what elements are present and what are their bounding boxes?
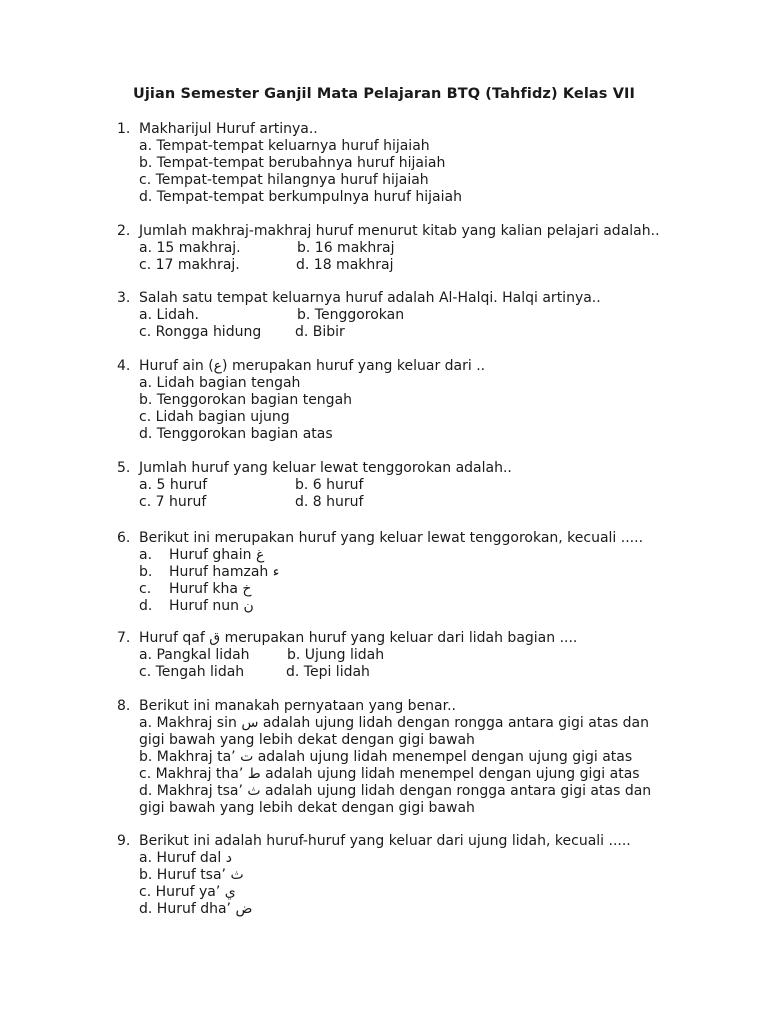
option-text: Huruf kha خ — [169, 581, 252, 597]
exam-title: Ujian Semester Ganjil Mata Pelajaran BTQ (Tahfidz) Kelas VII — [132, 86, 635, 102]
option-c — [139, 581, 677, 598]
option-a: a. 15 makhraj. — [139, 240, 241, 256]
question-number: 3. — [117, 290, 131, 306]
option-b: b. Makhraj ta’ ت adalah ujung lidah menempel dengan ujung gigi atas — [139, 749, 633, 765]
option-b: b. Huruf tsa’ ث — [139, 867, 244, 883]
option-text: Huruf nun ن — [169, 598, 254, 614]
option-d: d. Tepi lidah — [286, 664, 370, 680]
option-label: b. — [139, 564, 153, 580]
question-stem: Huruf qaf ق merupakan huruf yang keluar dari lidah bagian .... — [139, 630, 578, 646]
option-b: b. Ujung lidah — [287, 647, 385, 663]
option-a: a. Pangkal lidah — [139, 647, 250, 663]
question-number: 5. — [117, 460, 131, 476]
option-a: a. 5 huruf — [139, 477, 208, 493]
option-a: a. Lidah bagian tengah — [139, 375, 301, 391]
option-d: d. Bibir — [295, 324, 345, 340]
option-b: b. 16 makhraj — [297, 240, 395, 256]
option-label: a. — [139, 547, 153, 563]
option-d: d. Tenggorokan bagian atas — [139, 426, 333, 442]
question-9 — [117, 833, 677, 918]
question-stem: Salah satu tempat keluarnya huruf adalah Al-Halqi. Halqi artinya.. — [139, 290, 601, 306]
option-c: c. Rongga hidung — [139, 324, 262, 340]
option-text: Huruf ghain غ — [169, 547, 265, 563]
question-1 — [117, 121, 677, 206]
option-c: c. Huruf ya’ ي — [139, 884, 236, 900]
question-stem: Jumlah makhraj-makhraj huruf menurut kitab yang kalian pelajari adalah.. — [139, 223, 660, 239]
question-stem: Jumlah huruf yang keluar lewat tenggorokan adalah.. — [139, 460, 512, 476]
option-d — [139, 598, 677, 615]
option-d: d. 8 huruf — [295, 494, 364, 510]
option-c: c. Tengah lidah — [139, 664, 245, 680]
option-b: b. Tempat-tempat berubahnya huruf hijaiah — [139, 155, 446, 171]
option-a: a. Tempat-tempat keluarnya huruf hijaiah — [139, 138, 430, 154]
option-a — [139, 547, 677, 564]
question-number: 9. — [117, 833, 131, 849]
option-b — [139, 564, 677, 581]
option-d: d. Makhraj tsa’ ث adalah ujung lidah dengan rongga antara gigi atas dan gigi bawah yang lebih dekat dengan gigi bawah — [139, 783, 652, 816]
option-b: b. Tenggorokan bagian tengah — [139, 392, 353, 408]
question-2 — [117, 223, 677, 274]
option-a: a. Lidah. — [139, 307, 199, 323]
option-b: b. 6 huruf — [295, 477, 364, 493]
question-6 — [117, 530, 677, 615]
question-stem: Berikut ini manakah pernyataan yang benar.. — [139, 698, 457, 714]
question-number: 2. — [117, 223, 131, 239]
question-stem: Berikut ini adalah huruf-huruf yang keluar dari ujung lidah, kecuali ..... — [139, 833, 631, 849]
question-8 — [117, 698, 677, 817]
option-b: b. Tenggorokan — [297, 307, 405, 323]
question-number: 8. — [117, 698, 131, 714]
option-c: c. 17 makhraj. — [139, 257, 240, 273]
option-label: c. — [139, 581, 152, 597]
option-c: c. 7 huruf — [139, 494, 207, 510]
option-d: d. Tempat-tempat berkumpulnya huruf hijaiah — [139, 189, 462, 205]
question-3 — [117, 290, 677, 341]
question-5 — [117, 460, 677, 511]
question-number: 7. — [117, 630, 131, 646]
question-stem: Makharijul Huruf artinya.. — [139, 121, 318, 137]
question-number: 4. — [117, 358, 131, 374]
option-a: a. Makhraj sin س adalah ujung lidah dengan rongga antara gigi atas dan gigi bawah yang lebih dekat dengan gigi bawah — [139, 715, 649, 748]
option-c: c. Tempat-tempat hilangnya huruf hijaiah — [139, 172, 429, 188]
option-label: d. — [139, 598, 153, 614]
option-c: c. Makhraj tha’ ط adalah ujung lidah menempel dengan ujung gigi atas — [139, 766, 640, 782]
question-7 — [117, 630, 677, 681]
option-d: d. Huruf dha’ ض — [139, 901, 253, 917]
option-text: Huruf hamzah ء — [169, 564, 280, 580]
question-stem: Huruf ain (ع) merupakan huruf yang keluar dari .. — [139, 358, 486, 374]
question-stem: Berikut ini merupakan huruf yang keluar lewat tenggorokan, kecuali ..... — [139, 530, 644, 546]
question-number: 1. — [117, 121, 131, 137]
option-d: d. 18 makhraj — [296, 257, 394, 273]
question-number: 6. — [117, 530, 131, 546]
option-c: c. Lidah bagian ujung — [139, 409, 290, 425]
option-a: a. Huruf dal د — [139, 850, 232, 866]
question-4 — [117, 358, 677, 443]
